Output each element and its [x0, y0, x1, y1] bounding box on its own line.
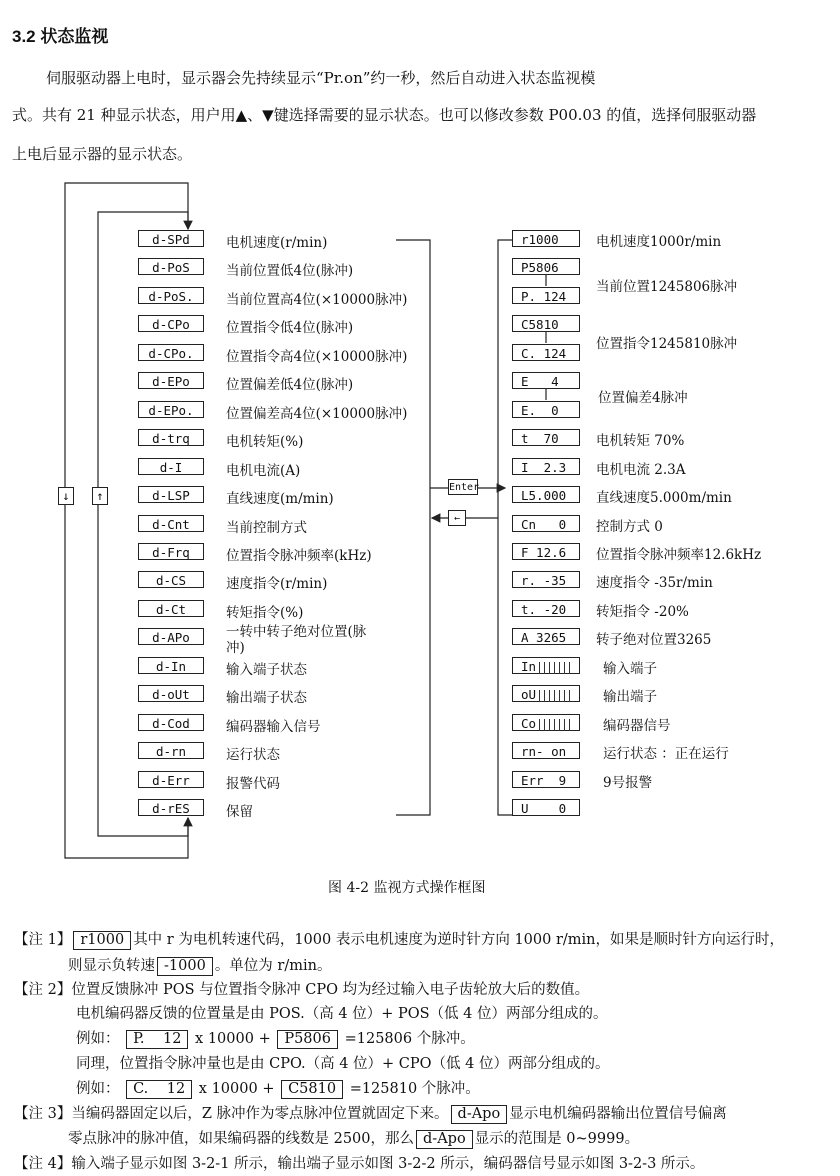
note-1-line-2: [68, 954, 331, 976]
status-value-text: In: [521, 659, 537, 674]
status-value-box: [512, 600, 580, 617]
status-value-box: [512, 742, 580, 759]
status-code-box: d-Cnt: [138, 515, 204, 532]
status-value-text: A 3265: [521, 630, 567, 645]
note-2-line-2: 电机编码器反馈的位置量是由 POS.（高 4 位）+ POS（低 4 位）两部分组成的。: [76, 1006, 608, 1022]
status-code-label: 转矩指令(%): [226, 605, 304, 621]
status-value-text: oU: [521, 687, 537, 702]
status-code-label: 输出端子状态: [226, 690, 307, 706]
status-value-label: 输入端子: [603, 661, 657, 677]
status-code-box: d-CPo: [138, 315, 204, 332]
status-code-box: d-EPo: [138, 372, 204, 389]
status-value-text: P5806: [521, 260, 559, 275]
status-code-box: d-In: [138, 657, 204, 674]
note-2-line-3: [76, 1027, 475, 1049]
status-code-box: d-CS: [138, 571, 204, 588]
status-value-box: [512, 401, 580, 418]
status-code-box: d-trq: [138, 429, 204, 446]
status-value-text: F 12.6: [521, 545, 567, 560]
status-code-label: 输入端子状态: [226, 662, 307, 678]
status-value-box: [512, 771, 580, 788]
note-3-text-2: 显示电机编码器输出位置信号偏离: [509, 1106, 727, 1122]
status-code-label: 保留: [226, 804, 253, 820]
group-label-cpo: 位置指令1245810脉冲: [596, 336, 738, 352]
status-value-box: [512, 315, 580, 332]
note-1-box-2: -1000: [157, 957, 213, 976]
status-value-label: 控制方式 0: [596, 519, 663, 535]
note-1-line-2a: 则显示负转速: [68, 958, 155, 974]
status-value-box: [512, 685, 580, 702]
status-value-text: U 0: [521, 801, 567, 816]
status-code-box: d-SPd: [138, 230, 204, 247]
status-code-label: 电机速度(r/min): [226, 235, 328, 251]
note-1-tag: 【注 1】: [14, 932, 72, 948]
status-value-box: [512, 458, 580, 475]
terminal-segments: [539, 687, 574, 702]
example-label: 例如：: [76, 1031, 120, 1047]
example-box-cpo-high: C. 12: [126, 1080, 192, 1099]
status-value-label: 位置指令脉冲频率12.6kHz: [596, 547, 762, 563]
status-value-box: [512, 799, 580, 816]
status-value-box: [512, 486, 580, 503]
status-code-label: 直线速度(m/min): [226, 491, 334, 507]
enter-key: Enter: [448, 479, 478, 495]
status-code-box: d-Frq: [138, 543, 204, 560]
note-4-tag: 【注 4】: [14, 1156, 72, 1172]
note-2-tag: 【注 2】: [14, 982, 72, 998]
status-value-label: 9号报警: [603, 775, 653, 791]
status-code-box: d-rES: [138, 799, 204, 816]
status-value-box: [512, 372, 580, 389]
status-code-label: 报警代码: [226, 776, 280, 792]
up-arrow-key: ↑: [92, 487, 108, 505]
note-1-box: r1000: [73, 931, 131, 950]
status-value-text: I 2.3: [521, 460, 567, 475]
status-value-box: [512, 714, 580, 731]
status-code-label: 当前位置低4位(脉冲): [226, 263, 354, 279]
status-value-text: Co: [521, 716, 537, 731]
status-value-box: [512, 515, 580, 532]
status-value-text: rn- on: [521, 744, 567, 759]
note-3-line-2: [68, 1127, 639, 1149]
status-value-text: L5.000: [521, 488, 567, 503]
example-multiplier: x 10000 +: [195, 1031, 271, 1047]
status-code-box: d-CPo.: [138, 344, 204, 361]
status-value-text: Cn 0: [521, 517, 567, 532]
status-value-text: P. 124: [521, 289, 567, 304]
status-code-box: d-I: [138, 458, 204, 475]
example-result: =125806 个脉冲。: [344, 1031, 475, 1047]
status-value-label: 输出端子: [603, 689, 657, 705]
status-code-label: 编码器输入信号: [226, 719, 321, 735]
status-code-label: 位置指令脉冲频率(kHz): [226, 548, 372, 564]
note-1-text: 其中 r 为电机转速代码，1000 表示电机速度为逆时针方向 1000 r/min，如果是顺时针方向运行时，: [133, 932, 785, 948]
status-code-box: d-PoS: [138, 258, 204, 275]
note-3-line-2b: 显示的范围是 0~9999。: [474, 1131, 640, 1147]
status-code-label: 一转中转子绝对位置(脉: [226, 624, 367, 640]
note-4-line-1: [14, 1152, 704, 1173]
status-value-text: r. -35: [521, 573, 567, 588]
intro-line-2: 式。共有 21 种显示状态，用户用▲、▼键选择需要的显示状态。也可以修改参数 P00.03 的值，选择伺服驱动器: [12, 106, 757, 124]
status-code-label: 位置偏差高4位(×10000脉冲): [226, 406, 408, 422]
status-code-box: d-Ct: [138, 600, 204, 617]
example-label-2: 例如：: [76, 1081, 120, 1097]
status-value-box: [512, 258, 580, 275]
terminal-segments: [539, 659, 574, 674]
status-value-box: [512, 543, 580, 560]
note-1-line-2b: 。单位为 r/min。: [214, 958, 332, 974]
note-3-text: 当编码器固定以后，Z 脉冲作为零点脉冲位置就固定下来。: [71, 1106, 449, 1122]
status-value-text: E 4: [521, 374, 559, 389]
note-2-line-1: [14, 978, 589, 999]
status-code-box: d-Err: [138, 771, 204, 788]
status-value-text: C. 124: [521, 346, 567, 361]
status-value-box: [512, 571, 580, 588]
status-value-box: [512, 429, 580, 446]
status-code-box: d-oUt: [138, 685, 204, 702]
apo-label-line2: 冲): [226, 640, 245, 656]
note-3-box: d-Apo: [451, 1105, 508, 1124]
status-value-box: [512, 344, 580, 361]
status-value-label: 电机速度1000r/min: [596, 234, 722, 250]
group-label-pos: 当前位置1245806脉冲: [596, 279, 738, 295]
status-value-text: C5810: [521, 317, 559, 332]
status-code-label: 当前位置高4位(×10000脉冲): [226, 292, 408, 308]
status-code-box: d-rn: [138, 742, 204, 759]
note-3-tag: 【注 3】: [14, 1106, 72, 1122]
status-value-label: 速度指令 -35r/min: [596, 575, 713, 591]
intro-line-3: 上电后显示器的显示状态。: [12, 145, 193, 163]
status-value-box: [512, 230, 580, 247]
intro-line-1: 伺服驱动器上电时，显示器会先持续显示“Pr.on”约一秒，然后自动进入状态监视模: [46, 69, 596, 87]
note-3-line-1: [14, 1102, 727, 1124]
status-value-label: 直线速度5.000m/min: [596, 490, 732, 506]
status-code-label: 位置偏差低4位(脉冲): [226, 377, 354, 393]
terminal-segments: [539, 716, 574, 731]
note-2-line-5: [76, 1077, 480, 1099]
status-value-label: 编码器信号: [603, 718, 671, 734]
status-value-label: 转子绝对位置3265: [596, 632, 712, 648]
status-value-text: r1000: [521, 232, 559, 247]
status-code-label: 当前控制方式: [226, 520, 307, 536]
note-1-line-1: [14, 928, 784, 950]
status-code-label: 运行状态: [226, 747, 280, 763]
status-value-label: 电机转矩 70%: [596, 433, 685, 449]
status-code-box: d-EPo.: [138, 401, 204, 418]
status-code-box: d-LSP: [138, 486, 204, 503]
note-2-line-4: 同理，位置指令脉冲量也是由 CPO.（高 4 位）+ CPO（低 4 位）两部分组成的。: [76, 1056, 610, 1072]
status-code-box: d-APo: [138, 628, 204, 645]
status-code-box: d-Cod: [138, 714, 204, 731]
status-value-label: 转矩指令 -20%: [596, 604, 689, 620]
example-box-cpo-low: C5810: [281, 1080, 343, 1099]
status-value-box: [512, 287, 580, 304]
figure-caption: 图 4-2 监视方式操作框图: [328, 880, 486, 896]
down-arrow-key: ↓: [58, 487, 74, 505]
note-3-line-2a: 零点脉冲的脉冲值，如果编码器的线数是 2500，那么: [68, 1131, 415, 1147]
status-value-label: 运行状态 ：正在运行: [603, 746, 729, 762]
back-key: ←: [448, 510, 466, 526]
note-2-text: 位置反馈脉冲 POS 与位置指令脉冲 CPO 均为经过输入电子齿轮放大后的数值。: [71, 982, 590, 998]
status-value-text: t 70: [521, 431, 559, 446]
status-value-label: 电机电流 2.3A: [596, 462, 686, 478]
status-value-text: Err 9: [521, 773, 567, 788]
status-value-box: [512, 657, 580, 674]
example-result-2: =125810 个脉冲。: [349, 1081, 480, 1097]
group-label-epo: 位置偏差4脉冲: [598, 390, 688, 406]
status-code-label: 位置指令高4位(×10000脉冲): [226, 349, 408, 365]
status-code-label: 位置指令低4位(脉冲): [226, 320, 354, 336]
status-value-text: t. -20: [521, 602, 567, 617]
status-value-text: E. 0: [521, 403, 559, 418]
example-box-pos-high: P. 12: [126, 1030, 188, 1049]
status-code-label: 电机电流(A): [226, 463, 301, 479]
status-code-label: 电机转矩(%): [226, 434, 304, 450]
example-multiplier-2: x 10000 +: [198, 1081, 275, 1097]
status-value-box: [512, 628, 580, 645]
status-code-box: d-PoS.: [138, 287, 204, 304]
section-heading: 3.2 状态监视: [12, 27, 109, 46]
note-3-box-2: d-Apo: [416, 1130, 473, 1149]
note-4-text: 输入端子显示如图 3-2-1 所示，输出端子显示如图 3-2-2 所示，编码器信号显示如图 3-2-3 所示。: [71, 1156, 705, 1172]
status-code-label: 速度指令(r/min): [226, 576, 328, 592]
example-box-pos-low: P5806: [277, 1030, 338, 1049]
